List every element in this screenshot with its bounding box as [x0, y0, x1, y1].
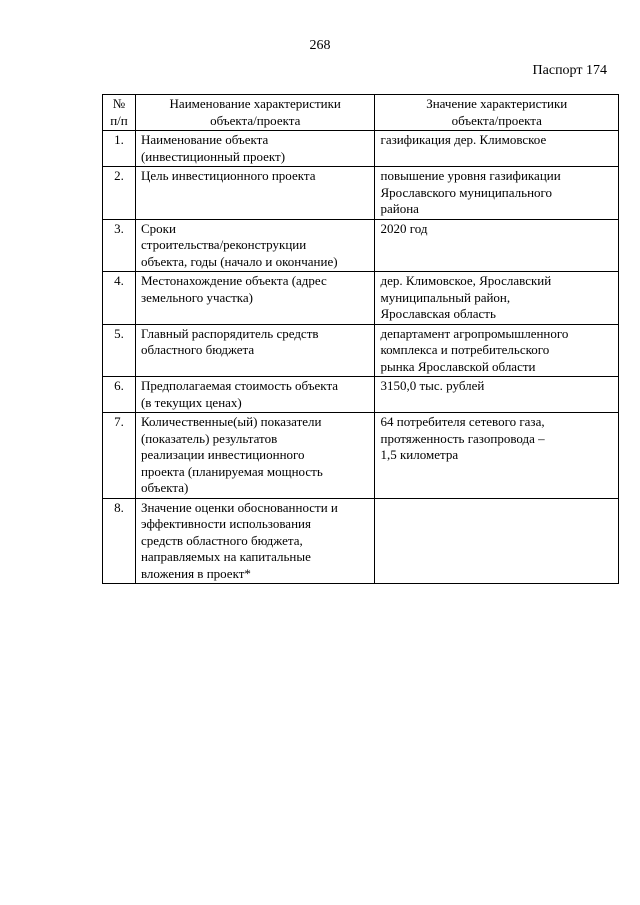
table-row — [103, 324, 619, 377]
header-name: Наименование характеристики объекта/проекта — [135, 95, 375, 131]
row-name: Цель инвестиционного проекта — [135, 167, 375, 220]
row-value: повышение уровня газификации Ярославского муниципального района — [375, 167, 619, 220]
row-name: Наименование объекта (инвестиционный проект) — [135, 131, 375, 167]
row-value — [375, 498, 619, 584]
row-value: 3150,0 тыс. рублей — [375, 377, 619, 413]
row-name: Количественные(ый) показатели (показатель) результатов реализации инвестиционного проекта (планируемая мощность объекта) — [135, 413, 375, 499]
row-value: 64 потребителя сетевого газа, протяженность газопровода – 1,5 километра — [375, 413, 619, 499]
table-header-row — [103, 95, 619, 131]
header-num: № п/п — [103, 95, 136, 131]
row-num: 8. — [103, 498, 136, 584]
row-value: 2020 год — [375, 219, 619, 272]
row-name: Главный распорядитель средств областного бюджета — [135, 324, 375, 377]
table-row — [103, 377, 619, 413]
table-row — [103, 413, 619, 499]
table-row — [103, 131, 619, 167]
row-value: дер. Климовское, Ярославский муниципальный район, Ярославская область — [375, 272, 619, 325]
header-value: Значение характеристики объекта/проекта — [375, 95, 619, 131]
row-num: 5. — [103, 324, 136, 377]
table-row — [103, 167, 619, 220]
row-num: 1. — [103, 131, 136, 167]
row-num: 3. — [103, 219, 136, 272]
row-num: 4. — [103, 272, 136, 325]
row-name: Значение оценки обоснованности и эффективности использования средств областного бюджета, направляемых на капитальные вложения в проект* — [135, 498, 375, 584]
row-name: Сроки строительства/реконструкции объекта, годы (начало и окончание) — [135, 219, 375, 272]
row-num: 2. — [103, 167, 136, 220]
passport-table — [102, 94, 619, 584]
row-num: 6. — [103, 377, 136, 413]
row-num: 7. — [103, 413, 136, 499]
table-row — [103, 219, 619, 272]
passport-label: Паспорт 174 — [532, 63, 607, 78]
row-value: департамент агропромышленного комплекса и потребительского рынка Ярославской области — [375, 324, 619, 377]
row-value: газификация дер. Климовское — [375, 131, 619, 167]
row-name: Предполагаемая стоимость объекта (в текущих ценах) — [135, 377, 375, 413]
table-row — [103, 272, 619, 325]
row-name: Местонахождение объекта (адрес земельного участка) — [135, 272, 375, 325]
table-row — [103, 498, 619, 584]
page-number: 268 — [309, 38, 331, 53]
